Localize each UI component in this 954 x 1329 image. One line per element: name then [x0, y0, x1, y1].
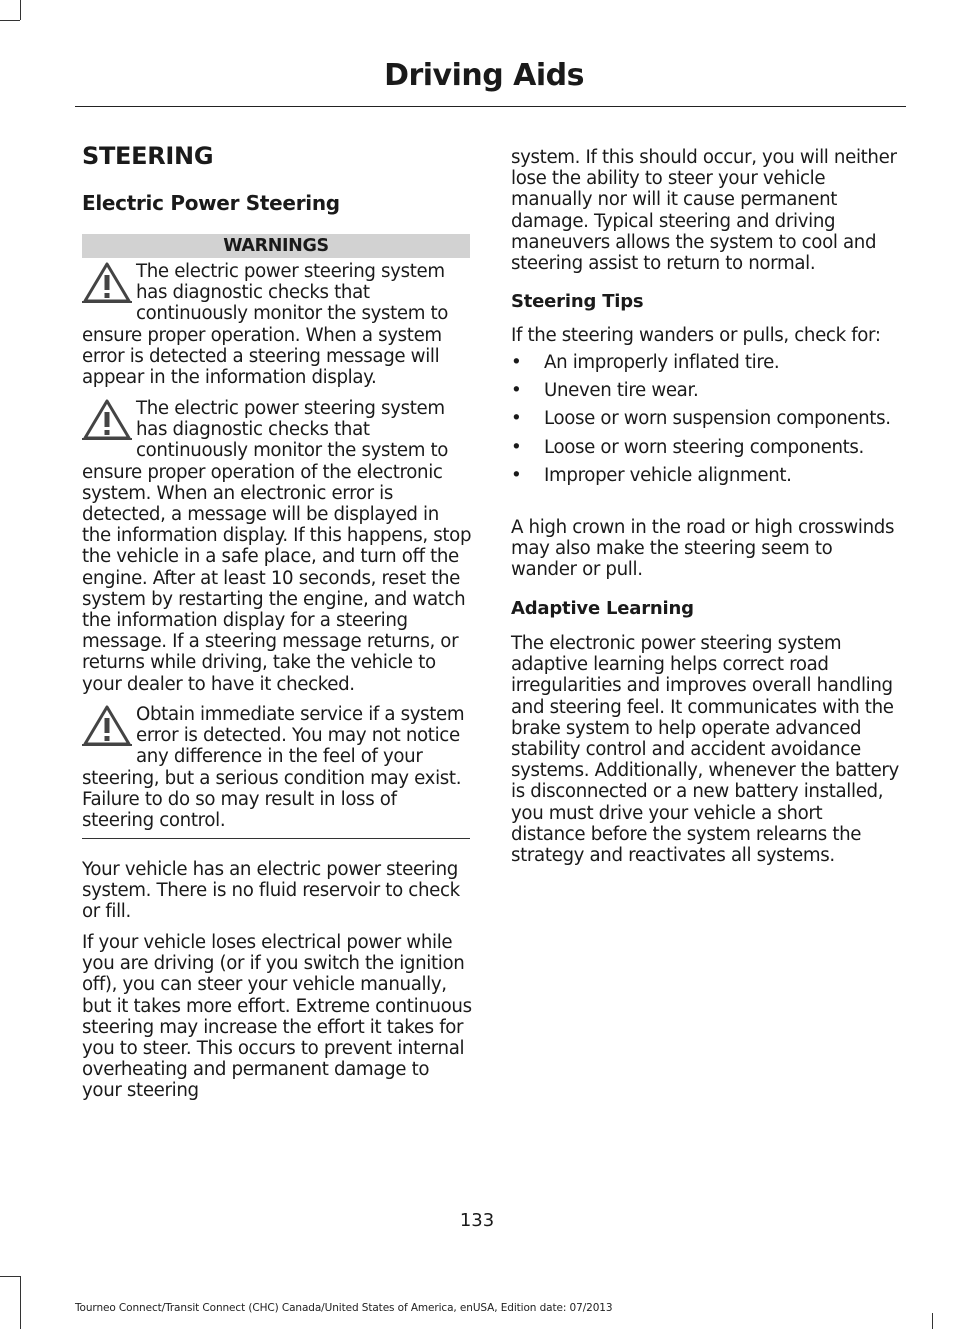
bullet-symbol: • — [511, 380, 522, 402]
list-item — [511, 352, 901, 373]
list-item — [511, 380, 901, 401]
list-item-text: Loose or worn steering components. — [544, 436, 864, 458]
body-paragraph: The electronic power steering system adaptive learning helps correct road irregularities and improves overall handling and steering feel. It communicates with the brake system to help operate advanced stability control and accident avoidance systems. Additionally, whenever the battery is disconnected or a new battery installed, you must drive your vehicle a short distance before the system relearns the strategy and reactivates all systems. — [511, 633, 899, 867]
warnings-header: WARNINGS — [82, 234, 470, 258]
tips-list — [511, 352, 901, 493]
crop-mark — [0, 1276, 20, 1277]
list-item-text: An improperly inflated tire. — [544, 352, 780, 373]
header-divider — [75, 106, 906, 107]
tips-intro: If the steering wanders or pulls, check for: — [511, 325, 881, 346]
list-item-text: Loose or worn suspension components. — [544, 408, 891, 430]
body-paragraph: If your vehicle loses electrical power while you are driving (or if you switch the ignition off), you can steer your vehicle manually, but it takes more effort. Extreme continuous steering may increase the effort it takes for you to steer. This occurs to prevent internal overheating and permanent damage to your steering — [82, 932, 472, 1102]
warning-item — [82, 398, 472, 695]
warning-text: The electric power steering system has diagnostic checks that continuously monitor the system to ensure proper operation. When a system error is detected a steering message will appear in the information display. — [82, 261, 449, 389]
crop-mark — [932, 1313, 933, 1329]
footer-edition: Tourneo Connect/Transit Connect (CHC) Canada/United States of America, enUSA, Edition date: 07/2013 — [75, 1302, 613, 1314]
warnings-divider — [82, 838, 470, 839]
list-item — [511, 408, 901, 429]
warning-text: The electric power steering system has diagnostic checks that continuously monitor the system to ensure proper operation of the electronic system. When an electronic error is detected, a message will be displayed in the information display. If this happens, stop the vehicle in a safe place, and turn off the engine. After at least 10 seconds, reset the system by restarting the engine, and watch the information display for a steering message. If a steering message returns, or returns while driving, take the vehicle to your dealer to have it checked. — [82, 398, 472, 695]
bullet-symbol: • — [511, 436, 522, 458]
body-paragraph: system. If this should occur, you will neither lose the ability to steer your vehicle manually nor will it cause permanent damage. Typical steering and driving maneuvers allows the system to cool and steering assist to return to normal. — [511, 147, 897, 275]
list-item-text: Improper vehicle alignment. — [544, 464, 792, 486]
crop-mark — [20, 0, 21, 20]
list-item — [511, 437, 901, 458]
bullet-symbol: • — [511, 408, 522, 430]
crop-mark — [0, 20, 20, 21]
list-item-text: Uneven tire wear. — [544, 380, 699, 402]
warning-item — [82, 704, 472, 831]
subsection-title: Electric Power Steering — [82, 191, 340, 215]
warning-triangle-icon — [82, 398, 132, 442]
bullet-symbol: • — [511, 352, 522, 373]
body-paragraph: Your vehicle has an electric power steering system. There is no fluid reservoir to check or fill. — [82, 859, 460, 923]
page-number: 133 — [459, 1210, 495, 1231]
page-title: Driving Aids — [384, 58, 584, 93]
warning-triangle-icon — [82, 704, 132, 748]
body-paragraph: A high crown in the road or high crosswinds may also make the steering seem to wander or pull. — [511, 517, 895, 581]
section-title: STEERING — [82, 142, 214, 170]
list-item — [511, 465, 901, 486]
warning-item — [82, 261, 472, 388]
bullet-symbol: • — [511, 464, 522, 486]
crop-mark — [20, 1313, 21, 1329]
warning-text: Obtain immediate service if a system error is detected. You may not notice any difference in the feel of your steering, but a serious condition may exist. Failure to do so may result in loss of steering control. — [82, 704, 465, 832]
steering-tips-heading: Steering Tips — [511, 291, 644, 312]
warning-triangle-icon — [82, 261, 132, 305]
adaptive-learning-heading: Adaptive Learning — [511, 598, 694, 619]
